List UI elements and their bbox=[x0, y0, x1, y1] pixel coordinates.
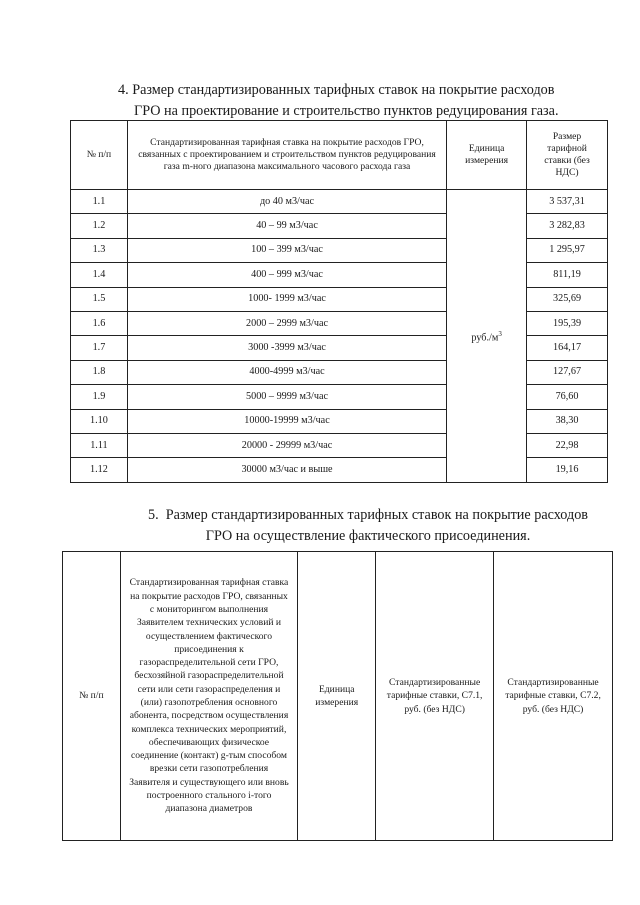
row-range: 10000-19999 м3/час bbox=[127, 409, 446, 433]
row-rate: 1 295,97 bbox=[527, 238, 608, 262]
row-range: 30000 м3/час и выше bbox=[127, 458, 446, 482]
section-4-title-line2: ГРО на проектирование и строительство пунктов редуцирования газа. bbox=[134, 103, 559, 119]
table-header-row bbox=[71, 121, 608, 190]
header-c72: Стандартизированные тарифные ставки, С7.2, руб. (без НДС) bbox=[494, 552, 613, 841]
row-num: 1.8 bbox=[71, 360, 128, 384]
header-description: Стандартизированная тарифная ставка на покрытие расходов ГРО, связанных с мониторингом выполнения Заявителем технических условий и осуществлением фактического присоединения к газораспределительной сети ГРО, бесхозяйной газораспределительной сети или сети газораспределения и (или) газопотребления основного абонента, посредством осуществления комплекса технических мероприятий, обеспечивающих физическое соединение (контакт) g-тым способом врезки сети газопотребления Заявителя и существующего или вновь построенного стального i-того диапазона диаметров bbox=[120, 552, 298, 841]
header-unit: Единица измерения bbox=[447, 121, 527, 190]
section-4-heading bbox=[118, 80, 618, 122]
table-header-row bbox=[63, 552, 613, 841]
row-range: 40 – 99 м3/час bbox=[127, 214, 446, 238]
tariff-table-section-4 bbox=[70, 120, 608, 483]
row-rate: 22,98 bbox=[527, 433, 608, 457]
row-rate: 811,19 bbox=[527, 263, 608, 287]
tariff-table-section-5 bbox=[62, 551, 613, 841]
section-5-heading bbox=[118, 505, 618, 547]
header-description: Стандартизированная тарифная ставка на покрытие расходов ГРО, связанных с проектированием и строительством пунктов редуцирования газа m-ного диапазона максимального часового расхода газа bbox=[127, 121, 446, 190]
row-rate: 3 537,31 bbox=[527, 190, 608, 214]
row-num: 1.9 bbox=[71, 385, 128, 409]
row-rate: 76,60 bbox=[527, 385, 608, 409]
header-num: № п/п bbox=[63, 552, 121, 841]
row-range: до 40 м3/час bbox=[127, 190, 446, 214]
row-rate: 3 282,83 bbox=[527, 214, 608, 238]
section-5-title-line2: ГРО на осуществление фактического присоединения. bbox=[205, 528, 531, 544]
table-row bbox=[71, 263, 608, 287]
table-row bbox=[71, 190, 608, 214]
row-rate: 325,69 bbox=[527, 287, 608, 311]
unit-superscript: 3 bbox=[498, 329, 502, 338]
table-row bbox=[71, 336, 608, 360]
table-row bbox=[71, 238, 608, 262]
table-row bbox=[71, 385, 608, 409]
row-num: 1.4 bbox=[71, 263, 128, 287]
row-range: 400 – 999 м3/час bbox=[127, 263, 446, 287]
row-range: 1000- 1999 м3/час bbox=[127, 287, 446, 311]
row-range: 100 – 399 м3/час bbox=[127, 238, 446, 262]
row-rate: 127,67 bbox=[527, 360, 608, 384]
table-row bbox=[71, 458, 608, 482]
row-range: 5000 – 9999 м3/час bbox=[127, 385, 446, 409]
table-row bbox=[71, 287, 608, 311]
row-num: 1.12 bbox=[71, 458, 128, 482]
table-row bbox=[71, 311, 608, 335]
row-rate: 164,17 bbox=[527, 336, 608, 360]
unit-cell bbox=[447, 190, 527, 483]
section-5-number: 5. bbox=[147, 507, 159, 523]
row-num: 1.7 bbox=[71, 336, 128, 360]
header-num: № п/п bbox=[71, 121, 128, 190]
row-num: 1.10 bbox=[71, 409, 128, 433]
header-c71: Стандартизированные тарифные ставки, С7.1, руб. (без НДС) bbox=[376, 552, 494, 841]
row-range: 20000 - 29999 м3/час bbox=[127, 433, 446, 457]
row-num: 1.6 bbox=[71, 311, 128, 335]
table-row bbox=[71, 360, 608, 384]
row-num: 1.1 bbox=[71, 190, 128, 214]
section-4-title-line1: Размер стандартизированных тарифных ставок на покрытие расходов bbox=[132, 82, 555, 98]
row-num: 1.11 bbox=[71, 433, 128, 457]
table-row bbox=[71, 214, 608, 238]
row-rate: 195,39 bbox=[527, 311, 608, 335]
row-rate: 19,16 bbox=[527, 458, 608, 482]
unit-value: руб./м bbox=[471, 332, 499, 344]
table-row bbox=[71, 433, 608, 457]
section-5-title-line1: Размер стандартизированных тарифных ставок на покрытие расходов bbox=[165, 507, 588, 523]
row-num: 1.2 bbox=[71, 214, 128, 238]
row-range: 4000-4999 м3/час bbox=[127, 360, 446, 384]
header-unit: Единица измерения bbox=[298, 552, 376, 841]
row-rate: 38,30 bbox=[527, 409, 608, 433]
table-row bbox=[71, 409, 608, 433]
row-range: 3000 -3999 м3/час bbox=[127, 336, 446, 360]
row-num: 1.5 bbox=[71, 287, 128, 311]
header-rate: Размер тарифной ставки (без НДС) bbox=[527, 121, 608, 190]
row-num: 1.3 bbox=[71, 238, 128, 262]
row-range: 2000 – 2999 м3/час bbox=[127, 311, 446, 335]
section-4-number: 4. bbox=[118, 82, 129, 98]
